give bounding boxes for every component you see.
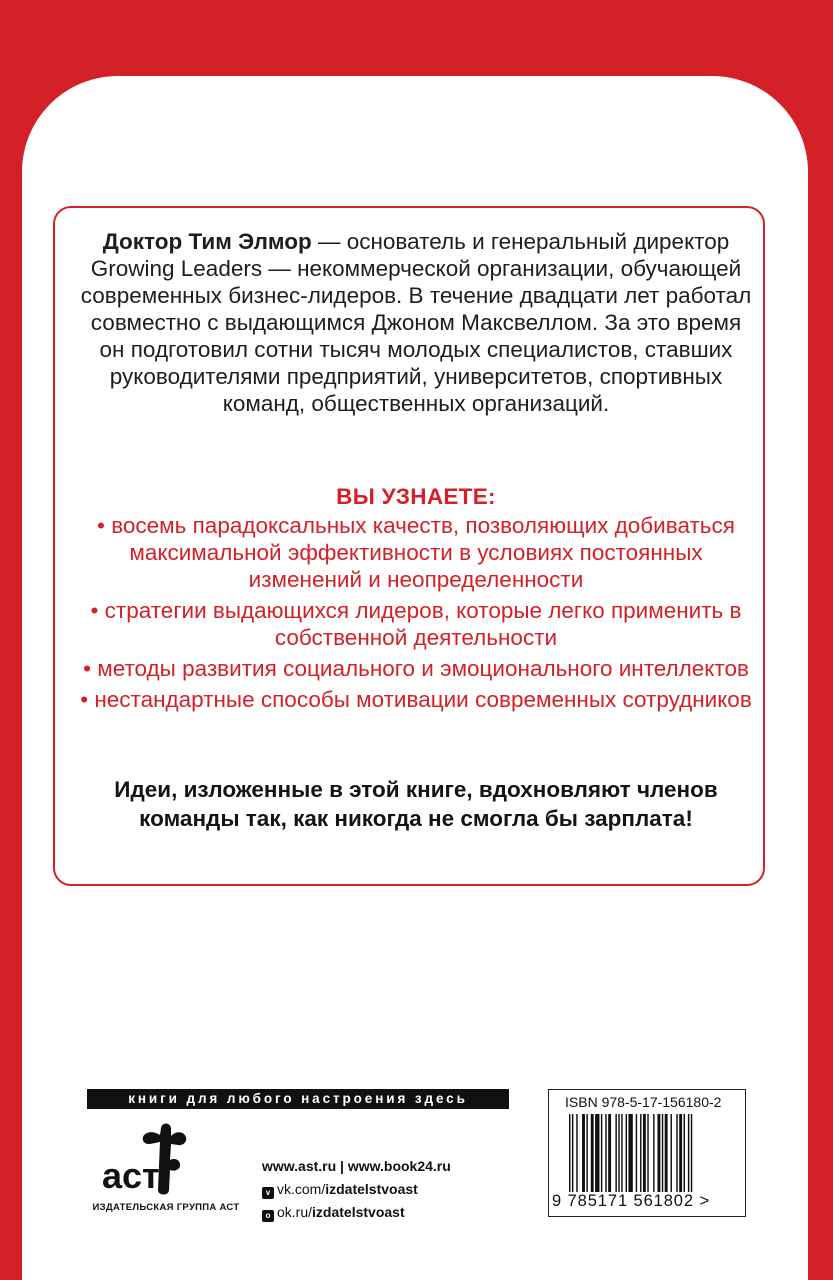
author-bio <box>80 228 752 417</box>
barcode-bar <box>615 1114 616 1192</box>
barcode-bar <box>691 1114 692 1192</box>
list-item <box>70 512 762 593</box>
list-item <box>70 655 762 682</box>
bullet-icon: • <box>83 656 91 681</box>
barcode-box <box>548 1089 746 1217</box>
barcode-bar <box>643 1114 646 1192</box>
barcode-bar <box>618 1114 619 1192</box>
barcode-bar <box>636 1114 637 1192</box>
vk-handle: izdatelstvoast <box>325 1181 418 1197</box>
barcode-bar <box>591 1114 594 1192</box>
ok-prefix: ok.ru/ <box>277 1204 313 1220</box>
barcode-bar <box>576 1114 577 1192</box>
ok-link[interactable] <box>262 1202 451 1225</box>
vk-prefix: vk.com/ <box>277 1181 326 1197</box>
barcode-bar <box>626 1114 627 1192</box>
vk-link[interactable] <box>262 1179 451 1202</box>
website-links[interactable]: www.ast.ru | www.book24.ru <box>262 1158 451 1174</box>
barcode-bar <box>605 1114 606 1192</box>
barcode-bar <box>657 1114 660 1192</box>
barcode-bar <box>688 1114 689 1192</box>
promo-banner: книги для любого настроения здесь <box>87 1089 509 1109</box>
list-item-text: нестандартные способы мотивации современных сотрудников <box>94 687 752 712</box>
bullet-icon: • <box>80 687 89 712</box>
barcode-bar <box>586 1114 587 1192</box>
barcode-bar <box>601 1114 602 1192</box>
barcode-bar <box>572 1114 573 1192</box>
imprint-label: ИЗДАТЕЛЬСКАЯ ГРУППА АСТ <box>92 1202 240 1213</box>
learn-heading: ВЫ УЗНАЕТЕ: <box>336 484 496 509</box>
list-item <box>70 597 762 651</box>
barcode-bar <box>640 1114 641 1192</box>
barcode-bar <box>595 1114 599 1192</box>
list-item-text: методы развития социального и эмоционального интеллектов <box>97 656 749 681</box>
tagline: Идеи, изложенные в этой книге, вдохновляют членов команды так, как никогда не смогла бы зарплата! <box>114 777 718 831</box>
barcode-bar <box>582 1114 585 1192</box>
list-item <box>70 686 762 713</box>
author-name: Доктор Тим Элмор <box>102 229 312 254</box>
author-description: — основатель и генеральный директор Growing Leaders — некоммерческой организации, обучающей современных бизнес-лидеров. В течение двадцати лет работал совместно с выдающимся Джоном Максвеллом. За это время он подготовил сотни тысяч молодых специалистов, ставших руководителями предприятий, университетов, спортивных команд, общественных организаций. <box>80 229 752 416</box>
barcode-bar <box>665 1114 668 1192</box>
publisher-links <box>262 1156 451 1225</box>
barcode-bar <box>679 1114 682 1192</box>
barcode-bar <box>569 1114 570 1192</box>
learn-list <box>70 512 762 717</box>
barcode-bar <box>647 1114 648 1192</box>
barcode-bar <box>671 1114 672 1192</box>
bullet-icon: • <box>90 598 99 623</box>
logo-text: аст <box>102 1155 160 1196</box>
barcode-bars <box>569 1114 741 1192</box>
barcode-bar <box>676 1114 677 1192</box>
odnoklassniki-icon: o <box>262 1210 274 1222</box>
barcode-bar <box>621 1114 622 1192</box>
ast-logo-icon <box>100 1122 220 1202</box>
barcode-bar <box>608 1114 611 1192</box>
barcode-bar <box>628 1114 632 1192</box>
ok-handle: izdatelstvoast <box>312 1204 405 1220</box>
list-item-text: восемь парадоксальных качеств, позволяющих добиваться максимальной эффективности в условиях постоянных изменений и неопределенности <box>111 513 735 592</box>
vk-icon: v <box>262 1187 274 1199</box>
list-item-text: стратегии выдающихся лидеров, которые легко применить в собственной деятельности <box>104 598 742 650</box>
barcode-bar <box>684 1114 685 1192</box>
barcode-bar <box>662 1114 663 1192</box>
isbn-label: ISBN 978-5-17-156180-2 <box>565 1094 722 1110</box>
bullet-icon: • <box>97 513 105 538</box>
ean-digits: 9 785171 561802 > <box>552 1192 710 1210</box>
barcode-bar <box>653 1114 654 1192</box>
